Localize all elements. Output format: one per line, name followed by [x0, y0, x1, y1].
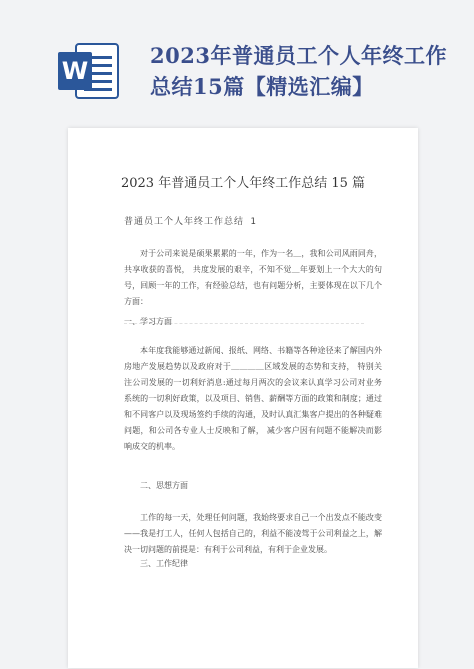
document-title: 2023 年普通员工个人年终工作总结 15 篇 — [120, 176, 366, 191]
section-heading-discipline: 三、工作纪律 — [140, 559, 188, 568]
header-banner — [0, 0, 474, 120]
section-heading-study: 一、学习方面 — [124, 317, 172, 326]
thought-paragraph: 工作的每一天，处理任何问题，我始终要求自己一个出发点不能改变——我是打工人，任何人包括自己的，利益不能凌驾于公司利益之上，解决一切问题的前提是：有利于公司利益，有利于企业发展。 — [124, 513, 382, 554]
document-subhead: 普通员工个人年终工作总结 1 — [124, 217, 257, 227]
intro-paragraph: 对于公司来说是硕果累累的一年，作为一名＿，我和公司风雨同舟，共享收获的喜悦， 共度发展的艰辛，不知不觉＿年要划上一个大大的句号，回顾一年的工作，有经验总结，也有问题分析，主要体现在以下几个方面： — [124, 249, 382, 306]
word-document-icon — [58, 42, 120, 100]
header-title: 2023年普通员工个人年终工作总结15篇【精选汇编】 — [150, 43, 447, 99]
word-logo-letter: W — [61, 57, 89, 85]
document-page — [68, 128, 418, 668]
section-heading-thought: 二、思想方面 — [140, 481, 188, 490]
study-paragraph: 本年度我能够通过新闻、报纸、网络、书籍等各种途径来了解国内外房地产发展趋势以及政府对于＿＿＿＿区域发展的态势和支持， 特别关注公司发展的一切利好消息:通过每月两次的会议来认真学习公司对业务系统的一切利好政策，以及项目、销售、薪酬等方面的政策和制度；通过和不同客户以及现场签约手续的沟通，及时认真汇集客户提出的各种疑难问题，和公司各专业人士反映和了解， 减少客户因有问题不能解决而影响成交的机率。 — [124, 346, 382, 451]
